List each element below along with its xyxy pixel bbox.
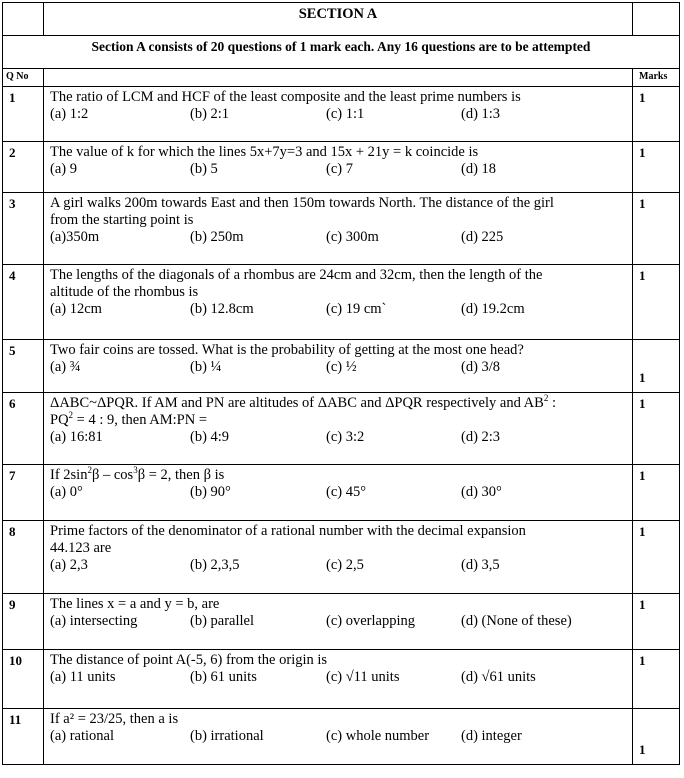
question-text	[44, 265, 632, 301]
option-d: (d) (None of these)	[461, 613, 572, 629]
section-intro: Section A consists of 20 questions of 1 mark each. Any 16 questions are to be attempted	[3, 36, 680, 69]
question-number: 5	[3, 340, 44, 393]
question-row	[3, 594, 680, 650]
question-row	[3, 142, 680, 193]
question-body	[44, 594, 633, 650]
question-marks: 1	[633, 193, 680, 265]
question-row	[3, 87, 680, 142]
question-body	[44, 650, 633, 709]
question-number: 6	[3, 393, 44, 465]
question-line: = 4 : 9, then AM:PN =	[73, 412, 208, 428]
option-b: (b) 250m	[190, 229, 244, 245]
qno-header: Q No	[3, 69, 44, 87]
question-marks: 1	[633, 465, 680, 521]
question-marks: 1	[633, 87, 680, 142]
option-c: (c) 7	[326, 161, 353, 177]
question-text: Two fair coins are tossed. What is the probability of getting at the most one head?	[50, 342, 524, 358]
option-d: (d) 3/8	[461, 359, 501, 375]
question-row	[3, 465, 680, 521]
superscript: 3	[133, 465, 138, 476]
question-marks: 1	[633, 521, 680, 594]
question-body	[44, 265, 633, 340]
option-d: (d) 3,5	[461, 557, 500, 573]
option-b: (b) 12.8cm	[190, 301, 254, 317]
section-title: SECTION A	[44, 3, 633, 36]
option-d: (d) 225	[461, 229, 504, 245]
option-b: (b) ¼	[190, 359, 222, 375]
question-body	[44, 340, 633, 393]
question-marks: 1	[633, 594, 680, 650]
option-list	[44, 728, 632, 745]
option-c: (c) overlapping	[326, 613, 415, 629]
option-d: (d) 1:3	[461, 106, 501, 122]
question-line: If 2sin	[50, 467, 88, 483]
option-d: (d) 19.2cm	[461, 301, 525, 317]
option-list	[44, 613, 632, 630]
question-body	[44, 393, 633, 465]
question-number: 2	[3, 142, 44, 193]
question-text	[44, 465, 632, 484]
option-d: (d) integer	[461, 728, 522, 744]
option-list	[44, 229, 632, 246]
option-c: (c) 1:1	[326, 106, 365, 122]
option-b: (b) 61 units	[190, 669, 257, 685]
option-c: (c) √11 units	[326, 669, 400, 685]
question-text	[44, 193, 632, 229]
intro-row	[3, 36, 680, 69]
superscript: 2	[68, 410, 74, 421]
question-number: 4	[3, 265, 44, 340]
question-number: 11	[3, 709, 44, 765]
option-c: (c) 300m	[326, 229, 379, 245]
superscript: 2	[543, 393, 549, 404]
question-body	[44, 709, 633, 765]
question-text: The ratio of LCM and HCF of the least composite and the least prime numbers is	[50, 89, 521, 105]
option-d: (d) √61 units	[461, 669, 536, 685]
marks-header: Marks	[633, 69, 680, 87]
question-marks: 1	[633, 265, 680, 340]
option-c: (c) 3:2	[326, 429, 365, 445]
option-b: (b) parallel	[190, 613, 255, 629]
question-line: 44.123 are	[50, 540, 112, 556]
question-number: 3	[3, 193, 44, 265]
option-b: (b) 2:1	[190, 106, 230, 122]
option-list	[44, 484, 632, 501]
question-number: 7	[3, 465, 44, 521]
option-list	[44, 359, 632, 376]
question-line: from the starting point is	[50, 212, 194, 228]
option-a: (a) 11 units	[50, 669, 116, 685]
option-d: (d) 18	[461, 161, 497, 177]
question-marks: 1	[633, 142, 680, 193]
question-line: A girl walks 200m towards East and then 150m towards North. The distance of the girl	[50, 195, 554, 211]
question-body	[44, 193, 633, 265]
option-list	[44, 301, 632, 318]
option-list	[44, 161, 632, 178]
question-body	[44, 142, 633, 193]
question-row	[3, 340, 680, 393]
question-line: :	[548, 395, 556, 411]
question-body	[44, 465, 633, 521]
option-list	[44, 669, 632, 686]
option-list	[44, 429, 632, 446]
question-number: 10	[3, 650, 44, 709]
question-text	[44, 393, 632, 429]
option-c: (c) 45°	[326, 484, 367, 500]
option-b: (b) 5	[190, 161, 218, 177]
option-c: (c) whole number	[326, 728, 430, 744]
option-c: (c) 19 cm`	[326, 301, 387, 317]
question-marks: 1	[633, 340, 680, 393]
question-line: β = 2, then β is	[137, 467, 225, 483]
question-number: 1	[3, 87, 44, 142]
question-row	[3, 193, 680, 265]
option-a: (a) ¾	[50, 359, 81, 375]
option-b: (b) irrational	[190, 728, 264, 744]
option-a: (a) rational	[50, 728, 115, 744]
question-line: ΔABC~ΔPQR. If AM and PN are altitudes of ΔABC and ΔPQR respectively and AB	[50, 395, 544, 411]
option-a: (a) intersecting	[50, 613, 138, 629]
question-number: 9	[3, 594, 44, 650]
question-row	[3, 521, 680, 594]
option-c: (c) ½	[326, 359, 357, 375]
option-d: (d) 2:3	[461, 429, 501, 445]
option-b: (b) 2,3,5	[190, 557, 240, 573]
option-a: (a) 1:2	[50, 106, 89, 122]
question-body	[44, 521, 633, 594]
option-a: (a) 0°	[50, 484, 83, 500]
option-a: (a) 12cm	[50, 301, 102, 317]
question-line: PQ	[50, 412, 69, 428]
option-list	[44, 106, 632, 123]
question-row	[3, 709, 680, 765]
option-a: (a)350m	[50, 229, 100, 245]
option-b: (b) 4:9	[190, 429, 230, 445]
option-d: (d) 30°	[461, 484, 502, 500]
question-table	[2, 2, 680, 765]
question-line: β – cos	[91, 467, 134, 483]
question-row	[3, 265, 680, 340]
option-c: (c) 2,5	[326, 557, 364, 573]
section-title-row	[3, 3, 680, 36]
question-line: altitude of the rhombus is	[50, 284, 199, 300]
question-marks: 1	[633, 650, 680, 709]
question-text: If a² = 23/25, then a is	[50, 711, 179, 727]
question-line: Prime factors of the denominator of a rational number with the decimal expansion	[50, 523, 526, 539]
question-line: The lengths of the diagonals of a rhombus are 24cm and 32cm, then the length of the	[50, 267, 543, 283]
question-marks: 1	[633, 709, 680, 765]
superscript: 2	[87, 465, 92, 476]
option-a: (a) 16:81	[50, 429, 103, 445]
option-b: (b) 90°	[190, 484, 231, 500]
question-text: The value of k for which the lines 5x+7y=3 and 15x + 21y = k coincide is	[50, 144, 479, 160]
option-list	[44, 557, 632, 574]
option-a: (a) 9	[50, 161, 77, 177]
question-text	[44, 521, 632, 557]
question-number: 8	[3, 521, 44, 594]
question-marks: 1	[633, 393, 680, 465]
question-row	[3, 650, 680, 709]
option-a: (a) 2,3	[50, 557, 88, 573]
header-row	[3, 69, 680, 87]
question-text: The lines x = a and y = b, are	[50, 596, 220, 612]
question-body	[44, 87, 633, 142]
question-text: The distance of point A(-5, 6) from the origin is	[50, 652, 328, 668]
question-row	[3, 393, 680, 465]
